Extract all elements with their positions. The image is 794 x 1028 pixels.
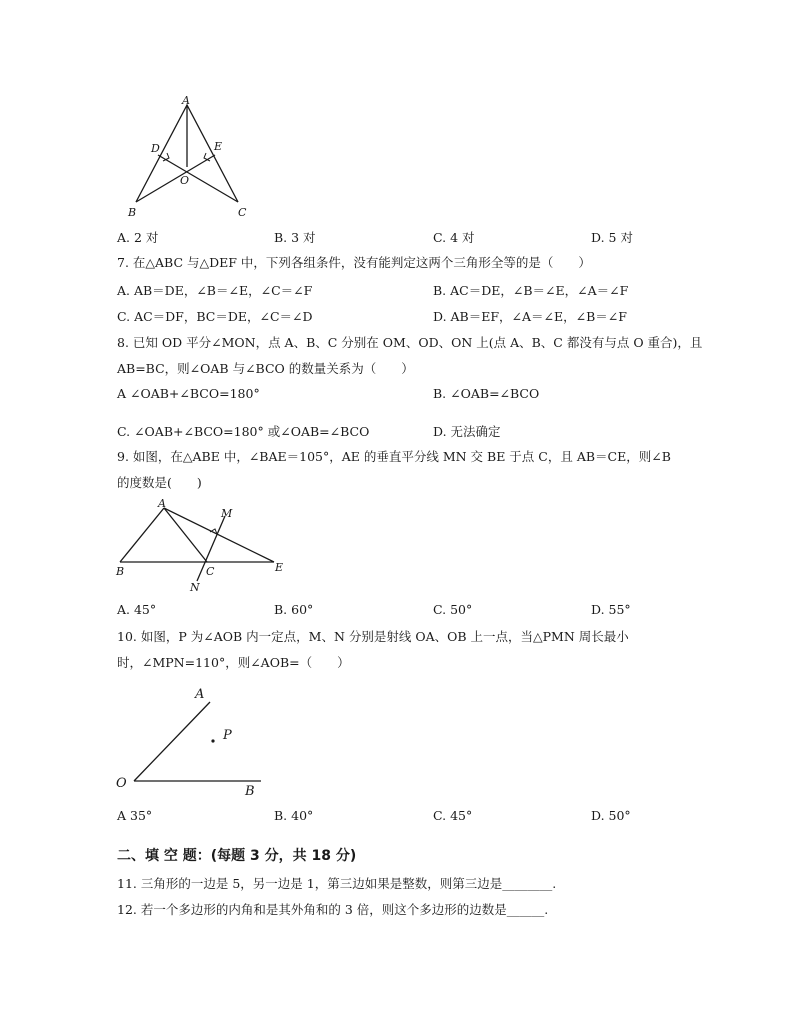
q10-label-A: A bbox=[195, 687, 205, 702]
q10-option-c: C. 45° bbox=[433, 808, 473, 823]
q9-option-c: C. 50° bbox=[433, 602, 473, 617]
q6-option-a: A. 2 对 bbox=[117, 230, 159, 245]
q9-label-N: N bbox=[190, 581, 200, 594]
label-B: B bbox=[128, 206, 137, 219]
label-A: A bbox=[182, 94, 190, 107]
point-P bbox=[211, 739, 214, 742]
q10-option-b: B. 40° bbox=[274, 808, 314, 823]
triangle-figure-q9 bbox=[112, 495, 297, 595]
q6-option-c: C. 4 对 bbox=[433, 230, 475, 245]
q10-label-O: O bbox=[116, 776, 127, 791]
label-O: O bbox=[180, 174, 190, 187]
q9-option-a: A. 45° bbox=[117, 602, 157, 617]
q12-text: 12. 若一个多边形的内角和是其外角和的 3 倍，则这个多边形的边数是______. bbox=[117, 902, 549, 917]
q9-label-E: E bbox=[275, 561, 284, 574]
label-E: E bbox=[214, 140, 223, 153]
q10-option-a: A 35° bbox=[117, 808, 153, 823]
q9-label-B: B bbox=[116, 565, 125, 578]
q8-option-b: B. ∠OAB=∠BCO bbox=[433, 386, 540, 401]
q6-option-b: B. 3 对 bbox=[274, 230, 316, 245]
q9-stem-line2: 的度数是( ) bbox=[117, 475, 202, 490]
q10-stem-line2: 时，∠MPN=110°，则∠AOB=（ ） bbox=[117, 655, 350, 670]
q11-text: 11. 三角形的一边是 5，另一边是 1，第三边如果是整数，则第三边是________. bbox=[117, 876, 557, 891]
q7-option-c: C. AC＝DF，BC＝DE，∠C＝∠D bbox=[117, 309, 313, 324]
q9-label-M: M bbox=[221, 507, 233, 520]
angle-figure-q10 bbox=[112, 682, 272, 800]
q7-stem: 7. 在△ABC 与△DEF 中，下列各组条件，没有能判定这两个三角形全等的是（ ） bbox=[117, 255, 591, 270]
q7-option-a: A. AB＝DE，∠B＝∠E，∠C＝∠F bbox=[117, 283, 313, 298]
q8-option-a: A ∠OAB+∠BCO=180° bbox=[117, 386, 260, 401]
q9-label-C: C bbox=[206, 565, 215, 578]
q8-stem-line2: AB=BC，则∠OAB 与∠BCO 的数量关系为（ ） bbox=[117, 361, 414, 376]
q8-option-d: D. 无法确定 bbox=[433, 424, 501, 439]
q7-option-b: B. AC＝DE，∠B＝∠E，∠A＝∠F bbox=[433, 283, 629, 298]
label-D: D bbox=[151, 142, 160, 155]
q9-option-b: B. 60° bbox=[274, 602, 314, 617]
triangle-figure-q6 bbox=[118, 92, 258, 222]
q7-option-d: D. AB＝EF，∠A＝∠E，∠B＝∠F bbox=[433, 309, 627, 324]
q9-option-d: D. 55° bbox=[591, 602, 631, 617]
q8-option-c: C. ∠OAB+∠BCO=180° 或∠OAB=∠BCO bbox=[117, 424, 370, 439]
q10-option-d: D. 50° bbox=[591, 808, 631, 823]
q10-label-P: P bbox=[223, 728, 232, 743]
q10-label-B: B bbox=[245, 784, 255, 799]
q10-stem-line1: 10. 如图，P 为∠AOB 内一定点，M、N 分别是射线 OA、OB 上一点，当△PMN 周长最小 bbox=[117, 629, 629, 644]
q9-stem-line1: 9. 如图，在△ABE 中，∠BAE＝105°，AE 的垂直平分线 MN 交 BE 于点 C，且 AB＝CE，则∠B bbox=[117, 449, 671, 464]
q9-label-A: A bbox=[158, 497, 166, 510]
q8-stem-line1: 8. 已知 OD 平分∠MON，点 A、B、C 分别在 OM、OD、ON 上(点 A、B、C 都没有与点 O 重合)，且 bbox=[117, 335, 703, 350]
q6-option-d: D. 5 对 bbox=[591, 230, 633, 245]
label-C: C bbox=[238, 206, 247, 219]
section-title-fill-in: 二、填 空 题：(每题 3 分，共 18 分) bbox=[117, 848, 357, 864]
